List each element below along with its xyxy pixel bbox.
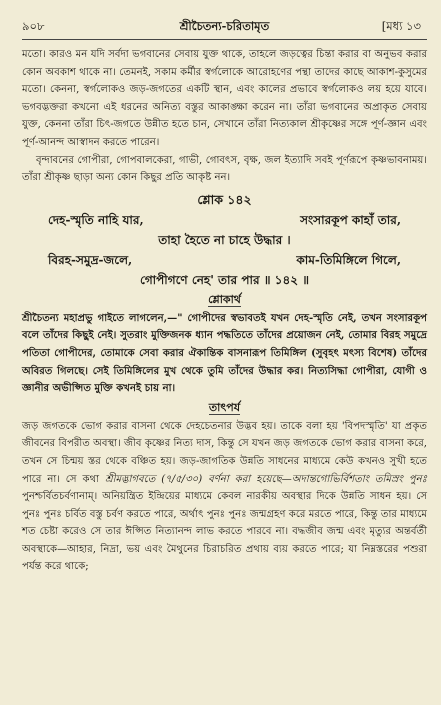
purport-line: করে মরতে পারে, কিন্তু তার মাধ্যমে শত চেষ্টা করেও সে তার ঈপ্সিত নিত্যানন্দ লাভ bbox=[22, 508, 427, 538]
translation-line: প্রয়োজন নেই, তোমার বিরহ সমুদ্রে পতিতা গোপীদের, তোমাকে সেবা করার ঐকান্তিক bbox=[22, 330, 427, 359]
header-rule bbox=[22, 39, 427, 40]
verse-half: কাম-তিমিঙ্গিলে গিলে, bbox=[296, 252, 401, 267]
verse-half: বিরহ-সমুদ্র-জলে, bbox=[48, 252, 133, 267]
translation-line: বাসনারূপ তিমিঙ্গিল (সুবৃহৎ মৎস্য বিশেষ) তাঁদের অবিরত গিলছে। সেই তিমিঙ্গিলের bbox=[22, 347, 428, 377]
purport-line: জড় জগতকে ভোগ করার বাসনা থেকে দেহচেতনার উদ্ভব হয়। তাকে বলা হয় bbox=[22, 420, 338, 432]
translation-heading: শ্লোকার্থ bbox=[208, 292, 241, 306]
book-title: শ্রীচৈতন্য-চরিতামৃত bbox=[179, 19, 270, 33]
intro-line: একটি স্থান, এবং কালের প্রভাবে স্বর্গলোকও লয় হয়ে যাবে। ভগবদ্ভক্তরা কখনো এই bbox=[22, 84, 428, 113]
intro-line: তাঁরা চিৎ-জগতে উন্নীত হতে চান, সেখানে তাঁরা নিত্যকাল শ্রীকৃষ্ণের সঙ্গে পূর্ণ-জ্ঞান bbox=[74, 119, 406, 131]
purport-line: পুনশ্চর্বিতচর্বণানাম্। অনিয়ন্ত্রিত ইন্দ্রিয়ের মাধ্যমে কেবল নারকীয় অবস্থার দিকে উন্নতি bbox=[22, 491, 365, 503]
verse-line: গোপীগণে নেহ' তার পার ॥ ১৪২ ॥ bbox=[139, 272, 310, 287]
verse-line bbox=[22, 250, 427, 270]
purport-line: সাধন হয়। সে পুনঃ পুনঃ চর্বিত বস্তু চর্বণ করতে পারে, অর্থাৎ পুনঃ পুনঃ জন্মগ্রহণ bbox=[22, 491, 427, 520]
intro-line: করার বা অনুভব করার কোন অবকাশ থাকে না। তেমনই, সকাম কর্মীর স্বর্গলোকে bbox=[22, 49, 427, 78]
purport-line: 'বিপদস্মৃতি' যা প্রকৃত জীবনের বিপরীত অবস্থা। জীব কৃষ্ণের নিত্য দাস, কিন্তু সে bbox=[22, 420, 427, 450]
translation-line: তখন সংসারকূপ বলে তাঁদের কিছুই নেই। সুতরাং মুক্তিজনক ধ্যান পদ্ধতিতে তাঁদের bbox=[22, 312, 427, 342]
sloka-heading: শ্লোক ১৪২ bbox=[197, 191, 252, 207]
sloka-verse bbox=[22, 210, 427, 290]
section-label: [মধ্য ১৩ bbox=[381, 19, 421, 33]
purport-line: জড়-জাগতিক উন্নতি সাধনের মাধ্যমে কেউ কখনও সুখী হতে পারে না। সে কথা bbox=[22, 455, 427, 485]
intro-line: মতো। কারও মন যদি সর্বদা ভগবানের সেবায় যুক্ত থাকে, তাহলে জড়ত্বের চিন্তা bbox=[22, 49, 335, 60]
verse-half: সংসারকূপ কাহাঁ তার, bbox=[300, 212, 401, 227]
purport-line: করতে পারবে না। বদ্ধজীব জন্ম এবং মৃত্যুর অন্তর্বর্তী অবস্থাকে—আহার, নিদ্রা, ভয় bbox=[22, 526, 427, 555]
intro-line: এবং পূর্ণ-আনন্দ আস্বাদন করতে পারেন। bbox=[22, 119, 427, 148]
translation-line: মুখ থেকে তুমি তাঁদের উদ্ধার কর। নিত্যসিদ্ধা গোপীরা, যোগী ও জ্ঞানীর অভীপ্সিত bbox=[22, 365, 428, 395]
page-number: ৯০৮ bbox=[22, 19, 45, 33]
page-body bbox=[22, 46, 427, 576]
verse-line bbox=[22, 210, 427, 230]
translation-paragraph bbox=[22, 310, 427, 398]
intro-line: বৃন্দাবনের গোপীরা, গোপবালকেরা, গাভী, গোবৎস, বৃক্ষ, জল ইত্যাদি সবই পূর্ণরূপে bbox=[36, 154, 368, 166]
purport-line: যখন জড় জগতকে ভোগ করার বাসনা করে, তখন সে চিন্ময় স্তর থেকে বঞ্চিত হয়। bbox=[22, 438, 427, 467]
purport-heading: তাৎপর্য bbox=[208, 400, 241, 414]
translation-line: মুক্তি কখনই চায় না। bbox=[94, 383, 176, 395]
intro-line: আরোহণের পন্থা তাদের কাছে আকাশ-কুসুমের মতো। কেননা, স্বর্গলোকও জড়-জগতের bbox=[22, 66, 427, 96]
verse-half: দেহ-স্মৃতি নাহি যার, bbox=[48, 212, 144, 227]
purport-paragraph bbox=[22, 418, 427, 576]
intro-line: ধরনের অনিত্য বস্তুর আকাঙ্ক্ষা করেন না। তাঁরা ভগবানের অপ্রাকৃত সেবায় যুক্ত, কেননা bbox=[22, 101, 428, 131]
intro-paragraph-2 bbox=[22, 152, 427, 187]
intro-line: কৃষ্ণভাবনাময়। তাঁরা শ্রীকৃষ্ণ ছাড়া অন্য কোন কিছুর প্রতি আকৃষ্ট নন। bbox=[22, 154, 427, 184]
running-header bbox=[22, 18, 427, 36]
intro-paragraph bbox=[22, 46, 427, 152]
verse-line: তাহা হৈতে না চাহে উদ্ধার । bbox=[158, 232, 291, 247]
translation-line: শ্রীচৈতন্য মহাপ্রভু গাইতে লাগলেন,—" গোপীদের স্বভাবতই যখন দেহ-স্মৃতি নেই, bbox=[22, 312, 357, 324]
purport-line: এবং মৈথুনের চিরাচরিত প্রথায় ব্যয় করতে পারে; যা নিম্নস্তরের পশুরা পর্যন্ত করে থাকে; bbox=[22, 543, 427, 573]
purport-line: শ্রীমদ্ভাগবতে (৭/৫/৩০) বর্ণনা করা হয়েছে—অদান্তগোভির্বিশতাং তমিস্রং পুনঃ bbox=[104, 473, 427, 485]
